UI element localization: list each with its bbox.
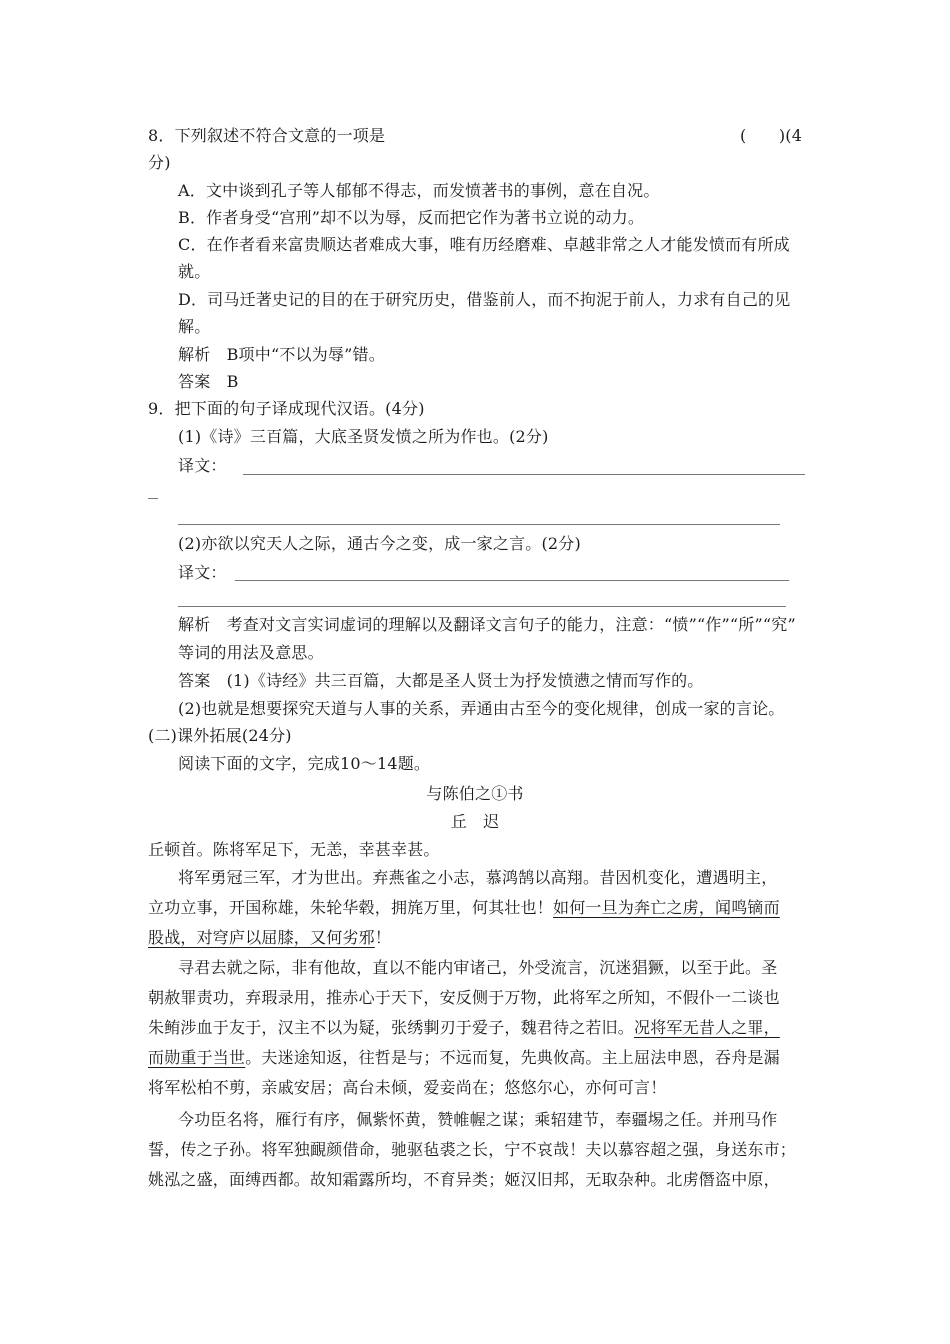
passage-line: 丘顿首。陈将军足下，无恙，幸甚幸甚。 bbox=[148, 840, 440, 859]
passage-line: 姚泓之盛，面缚西都。故知霜露所均，不育异类；姬汉旧邦，无取杂种。北虏僭盗中原， bbox=[148, 1170, 780, 1189]
q8-option-d1: D．司马迁著史记的目的在于研究历史，借鉴前人，而不拘泥于前人，力求有自己的见 bbox=[178, 290, 791, 309]
q8-option-d2: 解。 bbox=[178, 317, 211, 336]
passage-line: 誓，传之子孙。将军独靦颜借命，驰驱毡裘之长，宁不哀哉！夫以慕容超之强，身送东市； bbox=[148, 1140, 797, 1159]
q9-item2: (2)亦欲以究天人之际，通古今之变，成一家之言。(2分) bbox=[178, 534, 581, 553]
answer-line bbox=[235, 580, 789, 581]
q9-analysis-2: 等词的用法及意思。 bbox=[178, 643, 324, 662]
q9-answer-1: 答案 (1)《诗经》共三百篇，大都是圣人贤士为抒发愤懑之情而写作的。 bbox=[178, 671, 704, 690]
answer-line bbox=[178, 524, 780, 525]
underlined-sentence: 况将军无昔人之罪， bbox=[634, 1018, 780, 1037]
underlined-sentence: 而勋重于当世 bbox=[148, 1048, 246, 1067]
q8-analysis: 解析 B项中“不以为辱”错。 bbox=[178, 345, 385, 364]
q8-stem: 8．下列叙述不符合文意的一项是 bbox=[148, 126, 386, 145]
underlined-sentence: 如何一旦为奔亡之虏，闻鸣镝而 bbox=[553, 898, 780, 917]
answer-line bbox=[243, 474, 805, 475]
q8-option-c1: C．在作者看来富贵顺达者难成大事，唯有历经磨难、卓越非常之人才能发愤而有所成 bbox=[178, 235, 790, 254]
passage-line: 寻君去就之际，非有他故，直以不能内审诸己，外受流言，沉迷猖獗，以至于此。圣 bbox=[178, 958, 778, 977]
passage-line: 而勋重于当世。夫迷途知返，往哲是与；不远而复，先典攸高。主上屈法申恩，吞舟是漏 bbox=[148, 1048, 780, 1067]
q9-stem: 9．把下面的句子译成现代汉语。(4分) bbox=[148, 399, 425, 418]
passage-line: 朱鲔涉血于友于，汉主不以为疑，张绣剚刃于爱子，魏君待之若旧。况将军无昔人之罪， bbox=[148, 1018, 780, 1037]
passage-author: 丘 迟 bbox=[450, 812, 500, 831]
q8-option-c2: 就。 bbox=[178, 262, 211, 281]
answer-line bbox=[148, 498, 158, 499]
q9-translation-label-2: 译文： bbox=[178, 563, 227, 582]
passage-line: 将军勇冠三军，才为世出。弃燕雀之小志，慕鸿鹄以高翔。昔因机变化，遭遇明主， bbox=[178, 868, 778, 887]
q9-item1: (1)《诗》三百篇，大底圣贤发愤之所为作也。(2分) bbox=[178, 427, 549, 446]
q9-analysis-1: 解析 考查对文言实词虚词的理解以及翻译文言句子的能力，注意：“愤”“作”“所”“究” bbox=[178, 615, 796, 634]
passage-line: 将军松柏不剪，亲戚安居；高台未倾，爱妾尚在；悠悠尔心，亦何可言！ bbox=[148, 1078, 667, 1097]
q8-option-a: A．文中谈到孔子等人郁郁不得志，而发愤著书的事例，意在自况。 bbox=[178, 181, 660, 200]
passage-line: 朝赦罪责功，弃瑕录用，推赤心于天下，安反侧于万物，此将军之所知，不假仆一二谈也 bbox=[148, 988, 780, 1007]
passage-line: 股战，对穹庐以屈膝，又何劣邪！ bbox=[148, 928, 392, 947]
underlined-sentence: 股战，对穹庐以屈膝，又何劣邪 bbox=[148, 928, 375, 947]
q9-answer-2: (2)也就是想要探究天道与人事的关系，弄通由古至今的变化规律，创成一家的言论。 bbox=[178, 699, 785, 718]
q8-option-b: B．作者身受“宫刑”却不以为辱，反而把它作为著书立说的动力。 bbox=[178, 208, 645, 227]
passage-line: 今功臣名将，雁行有序，佩紫怀黄，赞帷幄之谋；乘轺建节，奉疆埸之任。并刑马作 bbox=[178, 1110, 778, 1129]
passage-title: 与陈伯之①书 bbox=[426, 784, 524, 803]
q8-answer: 答案 B bbox=[178, 372, 239, 391]
answer-line bbox=[178, 606, 786, 607]
q9-translation-label-1: 译文： bbox=[178, 456, 227, 475]
passage-line: 立功立事，开国称雄，朱轮华毂，拥旄万里，何其壮也！如何一旦为奔亡之虏，闻鸣镝而 bbox=[148, 898, 780, 917]
q8-score-cont: 分) bbox=[148, 153, 171, 172]
section-instruction: 阅读下面的文字，完成10～14题。 bbox=[178, 754, 431, 773]
section-heading: (二)课外拓展(24分) bbox=[148, 726, 292, 745]
q8-score-paren: ( )(4 bbox=[740, 126, 803, 145]
